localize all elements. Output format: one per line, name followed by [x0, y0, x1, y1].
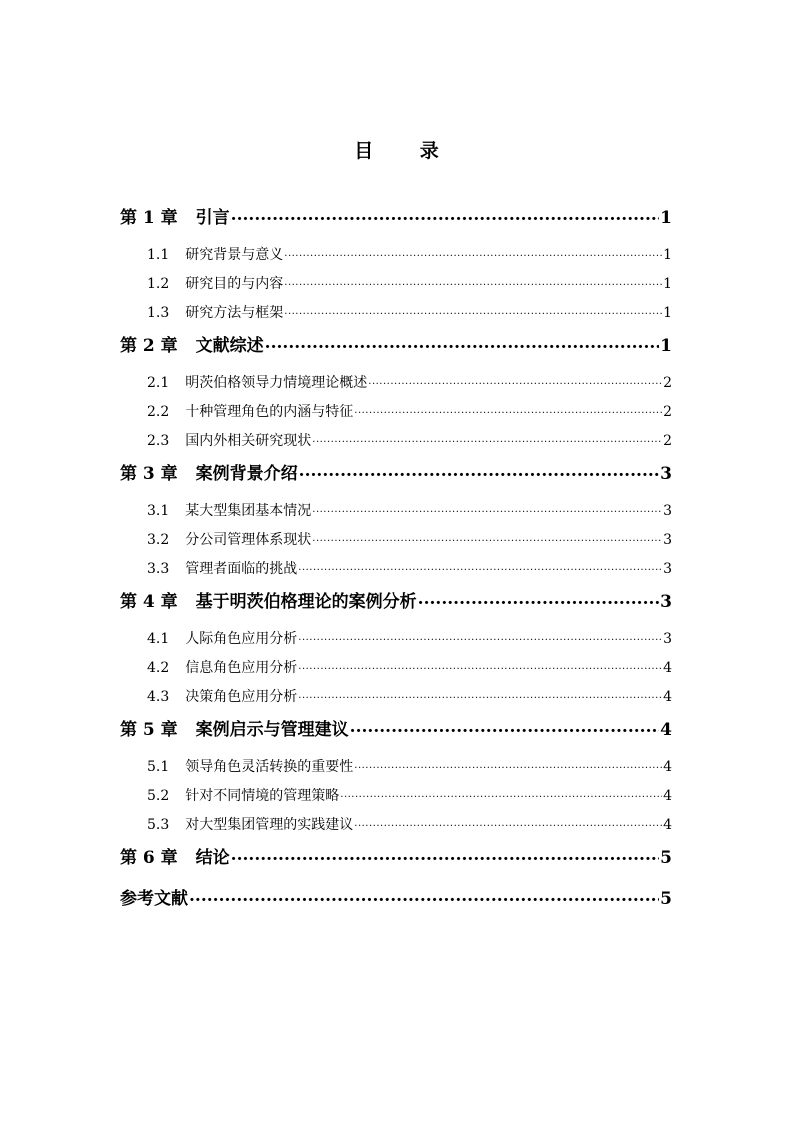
dot-leader — [350, 718, 659, 735]
toc-entry-number: 4.1 — [147, 631, 170, 647]
toc-entry-label: 某大型集团基本情况 — [185, 503, 312, 519]
toc-entry-number: 1.3 — [147, 305, 170, 321]
toc-entry-number: 第 4 章 — [120, 592, 178, 612]
toc-entry-number: 4.2 — [147, 660, 170, 676]
toc-entry-label: 国内外相关研究现状 — [185, 433, 312, 449]
toc-entry-label: 结论 — [195, 848, 230, 868]
toc-entry-page: 3 — [663, 532, 672, 548]
toc-entry-label: 人际角色应用分析 — [185, 631, 298, 647]
dot-leader — [284, 245, 662, 259]
toc-entry-page: 4 — [663, 660, 672, 676]
toc-entry-label: 研究目的与内容 — [185, 276, 284, 292]
toc-entry-page: 2 — [663, 433, 672, 449]
toc-entry-chapter-2[interactable] — [120, 331, 672, 355]
toc-entry-number: 第 1 章 — [120, 208, 178, 228]
dot-leader — [354, 757, 662, 771]
toc-entry-label: 决策角色应用分析 — [185, 689, 298, 705]
dot-leader — [189, 887, 659, 904]
toc-entry-label: 信息角色应用分析 — [185, 660, 298, 676]
dot-leader — [354, 402, 662, 416]
toc-entry-number: 4.3 — [147, 689, 170, 705]
toc-entry-page: 3 — [660, 592, 672, 612]
toc-entry-section-1-2[interactable] — [120, 273, 672, 293]
dot-leader — [298, 687, 662, 701]
toc-entry-page: 1 — [663, 276, 672, 292]
toc-entry-chapter-3[interactable] — [120, 459, 672, 483]
dot-leader — [231, 206, 659, 223]
toc-entry-section-2-2[interactable] — [120, 401, 672, 421]
toc-title: 目 录 — [354, 140, 459, 162]
toc-entry-number: 第 3 章 — [120, 464, 178, 484]
toc-entry-label: 领导角色灵活转换的重要性 — [185, 759, 354, 775]
dot-leader — [298, 629, 662, 643]
toc-entry-section-3-2[interactable] — [120, 529, 672, 549]
toc-entry-page: 3 — [663, 561, 672, 577]
toc-entry-page: 4 — [663, 817, 672, 833]
toc-entry-number: 第 5 章 — [120, 720, 178, 740]
dot-leader — [299, 462, 659, 479]
toc-entry-number: 1.2 — [147, 276, 170, 292]
toc-entry-number: 2.3 — [147, 433, 170, 449]
toc-entry-page: 4 — [663, 788, 672, 804]
toc-entry-label: 案例背景介绍 — [195, 464, 298, 484]
toc-entry-number: 2.1 — [147, 375, 170, 391]
toc-entry-label: 文献综述 — [195, 336, 264, 356]
toc-entry-page: 4 — [663, 689, 672, 705]
dot-leader — [298, 658, 662, 672]
toc-entry-number: 3.2 — [147, 532, 170, 548]
dot-leader — [265, 334, 659, 351]
dot-leader — [284, 303, 662, 317]
dot-leader — [354, 815, 662, 829]
toc-entry-label: 研究方法与框架 — [185, 305, 284, 321]
toc-entry-number: 2.2 — [147, 404, 170, 420]
toc-entry-page: 4 — [660, 720, 672, 740]
toc-entry-section-4-2[interactable] — [120, 657, 672, 677]
toc-entry-label: 参考文献 — [120, 889, 188, 909]
toc-entry-section-2-1[interactable] — [120, 372, 672, 392]
toc-entry-page: 3 — [663, 631, 672, 647]
toc-entry-chapter-5[interactable] — [120, 715, 672, 739]
toc-entry-label: 案例启示与管理建议 — [195, 720, 349, 740]
dot-leader — [312, 431, 662, 445]
dot-leader — [368, 373, 662, 387]
toc-entry-page: 5 — [660, 889, 672, 909]
toc-entry-section-5-1[interactable] — [120, 756, 672, 776]
toc-entry-number: 第 6 章 — [120, 848, 178, 868]
toc-entry-page: 1 — [663, 247, 672, 263]
toc-entry-page: 2 — [663, 404, 672, 420]
dot-leader — [312, 501, 662, 515]
toc-entry-page: 4 — [663, 759, 672, 775]
dot-leader — [340, 786, 662, 800]
toc-entry-number: 第 2 章 — [120, 336, 178, 356]
toc-entry-label: 十种管理角色的内涵与特征 — [185, 404, 354, 420]
toc-entry-label: 对大型集团管理的实践建议 — [185, 817, 354, 833]
toc-entry-number: 3.1 — [147, 503, 170, 519]
toc-entry-label: 针对不同情境的管理策略 — [185, 788, 340, 804]
dot-leader — [418, 590, 659, 607]
toc-entry-page: 1 — [660, 208, 672, 228]
toc-entry-section-3-3[interactable] — [120, 558, 672, 578]
toc-entry-section-5-2[interactable] — [120, 785, 672, 805]
dot-leader — [284, 274, 662, 288]
toc-entry-number: 3.3 — [147, 561, 170, 577]
dot-leader — [312, 530, 662, 544]
toc-entry-number: 5.3 — [147, 817, 170, 833]
toc-entry-label: 基于明茨伯格理论的案例分析 — [195, 592, 417, 612]
toc-entry-label: 明茨伯格领导力情境理论概述 — [185, 375, 368, 391]
toc-entry-label: 研究背景与意义 — [185, 247, 284, 263]
toc-entry-number: 5.1 — [147, 759, 170, 775]
toc-entry-section-3-1[interactable] — [120, 500, 672, 520]
toc-entry-chapter-1[interactable] — [120, 203, 672, 227]
dot-leader — [231, 846, 659, 863]
toc-entry-label: 引言 — [195, 208, 230, 228]
toc-entry-page: 2 — [663, 375, 672, 391]
toc-entry-chapter-6[interactable] — [120, 843, 672, 867]
toc-entry-number: 1.1 — [147, 247, 170, 263]
toc-entry-page: 3 — [660, 464, 672, 484]
toc-entry-section-4-3[interactable] — [120, 686, 672, 706]
dot-leader — [298, 559, 662, 573]
toc-entry-section-1-3[interactable] — [120, 302, 672, 322]
toc-entry-references[interactable] — [120, 884, 672, 908]
toc-entry-page: 1 — [663, 305, 672, 321]
toc-entry-chapter-4[interactable] — [120, 587, 672, 611]
toc-entry-section-1-1[interactable] — [120, 244, 672, 264]
toc-entry-page: 3 — [663, 503, 672, 519]
toc-entry-section-4-1[interactable] — [120, 628, 672, 648]
toc-entry-label: 管理者面临的挑战 — [185, 561, 298, 577]
toc-entry-number: 5.2 — [147, 788, 170, 804]
toc-entry-section-2-3[interactable] — [120, 430, 672, 450]
toc-entry-page: 1 — [660, 336, 672, 356]
toc-entry-label: 分公司管理体系现状 — [185, 532, 312, 548]
toc-entry-section-5-3[interactable] — [120, 814, 672, 834]
toc-entry-page: 5 — [660, 848, 672, 868]
